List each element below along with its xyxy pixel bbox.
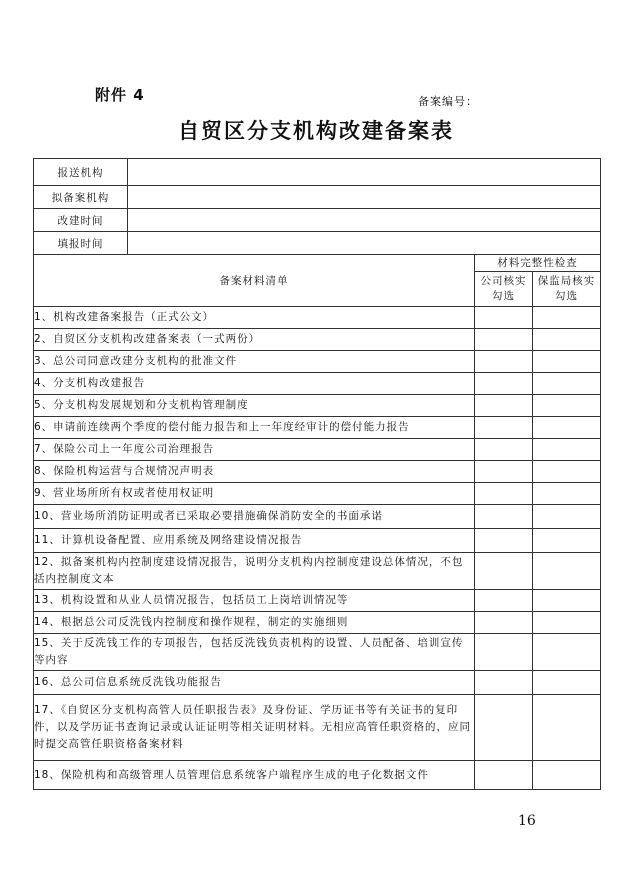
item-text: 5、分支机构发展规划和分支机构管理制度 <box>34 395 475 417</box>
checklist-row <box>34 505 601 529</box>
company-check-header: 公司核实勾选 <box>475 272 533 307</box>
item-text: 3、总公司同意改建分支机构的批准文件 <box>34 351 475 373</box>
item-text: 11、计算机设备配置、应用系统及网络建设情况报告 <box>34 529 475 553</box>
checklist-row <box>34 329 601 351</box>
company-checkbox[interactable] <box>475 529 533 553</box>
checklist-row <box>34 351 601 373</box>
item-text: 4、分支机构改建报告 <box>34 373 475 395</box>
bureau-check-header: 保监局核实勾选 <box>533 272 601 307</box>
info-value-field[interactable] <box>128 209 601 232</box>
info-row-report-time <box>34 232 601 255</box>
list-header: 备案材料清单 <box>34 255 475 307</box>
attachment-label: 附件 4 <box>95 86 145 104</box>
bureau-checkbox[interactable] <box>533 553 601 590</box>
company-checkbox[interactable] <box>475 417 533 439</box>
info-row-filing-org <box>34 186 601 209</box>
item-text: 8、保险机构运营与合规情况声明表 <box>34 461 475 483</box>
bureau-checkbox[interactable] <box>533 529 601 553</box>
bureau-checkbox[interactable] <box>533 329 601 351</box>
bureau-checkbox[interactable] <box>533 505 601 529</box>
checklist-row <box>34 395 601 417</box>
info-label: 报送机构 <box>34 159 128 186</box>
page-number: 16 <box>518 813 536 829</box>
item-text: 15、关于反洗钱工作的专项报告，包括反洗钱负责机构的设置、人员配备、培训宣传等内容 <box>34 634 475 671</box>
company-checkbox[interactable] <box>475 634 533 671</box>
checklist-row <box>34 671 601 695</box>
item-text: 13、机构设置和从业人员情况报告，包括员工上岗培训情况等 <box>34 590 475 612</box>
bureau-checkbox[interactable] <box>533 417 601 439</box>
checklist-row <box>34 612 601 634</box>
company-checkbox[interactable] <box>475 373 533 395</box>
list-header-row <box>34 255 601 272</box>
checklist-row <box>34 461 601 483</box>
checklist-row <box>34 590 601 612</box>
item-text: 10、营业场所消防证明或者已采取必要措施确保消防安全的书面承诺 <box>34 505 475 529</box>
company-checkbox[interactable] <box>475 505 533 529</box>
bureau-checkbox[interactable] <box>533 307 601 329</box>
bureau-checkbox[interactable] <box>533 439 601 461</box>
item-text: 16、总公司信息系统反洗钱功能报告 <box>34 671 475 695</box>
company-checkbox[interactable] <box>475 395 533 417</box>
checklist-row <box>34 439 601 461</box>
item-text: 18、保险机构和高级管理人员管理信息系统客户端程序生成的电子化数据文件 <box>34 761 475 790</box>
info-value-field[interactable] <box>128 159 601 186</box>
company-checkbox[interactable] <box>475 695 533 761</box>
item-text: 9、营业场所所有权或者使用权证明 <box>34 483 475 505</box>
company-checkbox[interactable] <box>475 612 533 634</box>
filing-form-table <box>33 158 601 790</box>
checklist-row <box>34 417 601 439</box>
company-checkbox[interactable] <box>475 461 533 483</box>
bureau-checkbox[interactable] <box>533 373 601 395</box>
company-checkbox[interactable] <box>475 307 533 329</box>
item-text: 1、机构改建备案报告（正式公文） <box>34 307 475 329</box>
bureau-checkbox[interactable] <box>533 695 601 761</box>
item-text: 2、自贸区分支机构改建备案表（一式两份） <box>34 329 475 351</box>
checklist-row <box>34 634 601 671</box>
check-header: 材料完整性检查 <box>475 255 601 272</box>
info-row-rebuild-time <box>34 209 601 232</box>
company-checkbox[interactable] <box>475 351 533 373</box>
info-label: 填报时间 <box>34 232 128 255</box>
bureau-checkbox[interactable] <box>533 395 601 417</box>
company-checkbox[interactable] <box>475 761 533 790</box>
record-number-label: 备案编号： <box>418 95 478 108</box>
checklist-row <box>34 483 601 505</box>
company-checkbox[interactable] <box>475 553 533 590</box>
checklist-row <box>34 307 601 329</box>
item-text: 12、拟备案机构内控制度建设情况报告，说明分支机构内控制度建设总体情况，不包括内控制度文本 <box>34 553 475 590</box>
company-checkbox[interactable] <box>475 483 533 505</box>
bureau-checkbox[interactable] <box>533 590 601 612</box>
info-value-field[interactable] <box>128 186 601 209</box>
company-checkbox[interactable] <box>475 671 533 695</box>
checklist-row <box>34 529 601 553</box>
bureau-checkbox[interactable] <box>533 351 601 373</box>
item-text: 17、《自贸区分支机构高管人员任职报告表》及身份证、学历证书等有关证书的复印件，以及学历证书查询记录或认证证明等相关证明材料。无相应高管任职资格的，应同时提交高管任职资格备案材料 <box>34 695 475 761</box>
bureau-checkbox[interactable] <box>533 634 601 671</box>
info-row-submitting-org <box>34 159 601 186</box>
bureau-checkbox[interactable] <box>533 761 601 790</box>
company-checkbox[interactable] <box>475 439 533 461</box>
company-checkbox[interactable] <box>475 590 533 612</box>
info-label: 拟备案机构 <box>34 186 128 209</box>
page-title: 自贸区分支机构改建备案表 <box>178 118 454 143</box>
item-text: 14、根据总公司反洗钱内控制度和操作规程，制定的实施细则 <box>34 612 475 634</box>
checklist-row <box>34 761 601 790</box>
info-value-field[interactable] <box>128 232 601 255</box>
checklist-row <box>34 553 601 590</box>
bureau-checkbox[interactable] <box>533 612 601 634</box>
info-label: 改建时间 <box>34 209 128 232</box>
bureau-checkbox[interactable] <box>533 461 601 483</box>
company-checkbox[interactable] <box>475 329 533 351</box>
checklist-row <box>34 373 601 395</box>
bureau-checkbox[interactable] <box>533 483 601 505</box>
bureau-checkbox[interactable] <box>533 671 601 695</box>
item-text: 7、保险公司上一年度公司治理报告 <box>34 439 475 461</box>
item-text: 6、申请前连续两个季度的偿付能力报告和上一年度经审计的偿付能力报告 <box>34 417 475 439</box>
checklist-row <box>34 695 601 761</box>
